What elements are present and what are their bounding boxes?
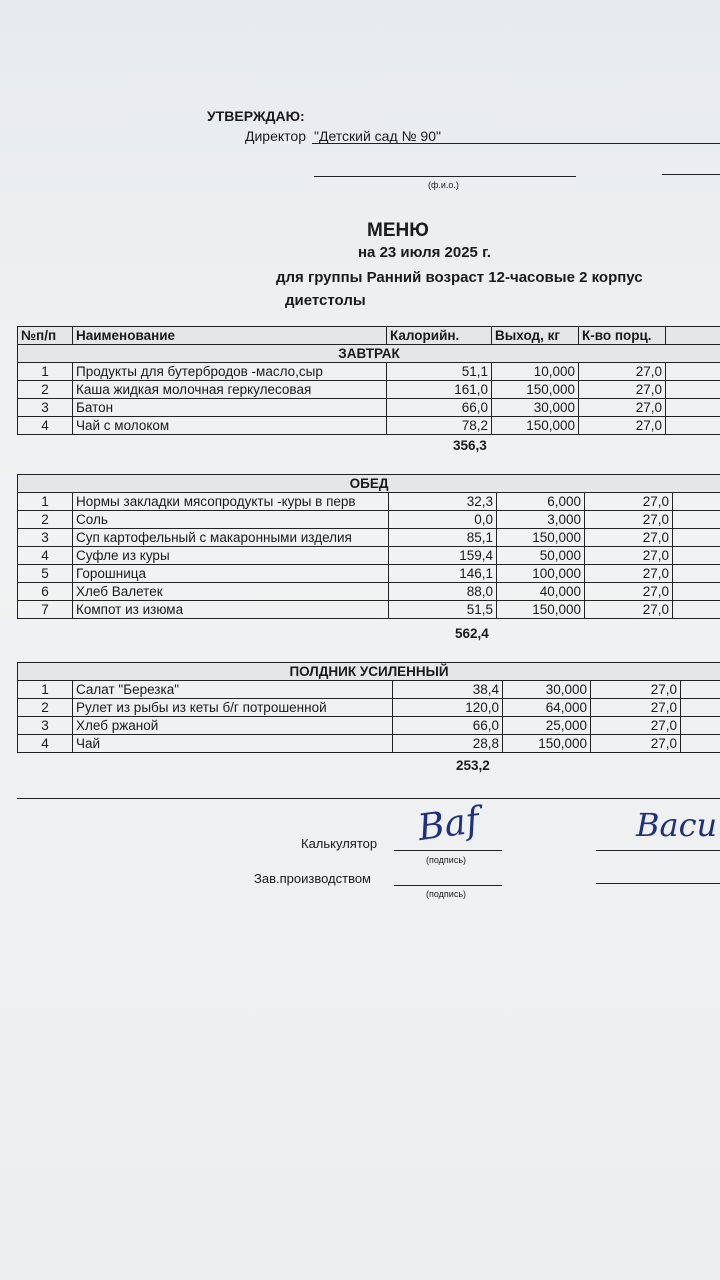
page-title: МЕНЮ <box>367 220 429 241</box>
calculator-sign-line <box>394 850 502 851</box>
col-header-kcal: Калорийн. <box>387 327 492 345</box>
col-header-qty: К-во порц. <box>579 327 666 345</box>
row-qty: 27,0 <box>591 699 681 717</box>
row-kcal: 85,1 <box>389 529 497 547</box>
row-name: Суфле из куры <box>73 547 389 565</box>
row-output: 30,000 <box>503 681 591 699</box>
row-output: 25,000 <box>503 717 591 735</box>
table-row <box>18 363 720 381</box>
table-row <box>18 565 720 583</box>
row-extra <box>681 735 720 753</box>
row-output: 30,000 <box>492 399 579 417</box>
row-qty: 27,0 <box>579 381 666 399</box>
menu-diet: диетстолы <box>285 292 366 309</box>
row-num: 2 <box>18 381 73 399</box>
row-num: 7 <box>18 601 73 619</box>
row-num: 4 <box>18 547 73 565</box>
production-name-line <box>596 883 720 884</box>
row-output: 10,000 <box>492 363 579 381</box>
row-qty: 27,0 <box>585 601 673 619</box>
col-header-output: Выход, кг <box>492 327 579 345</box>
row-name: Чай с молоком <box>73 417 387 435</box>
table-row <box>18 493 720 511</box>
table-row <box>18 399 720 417</box>
row-qty: 27,0 <box>591 735 681 753</box>
row-name: Хлеб ржаной <box>73 717 393 735</box>
row-extra <box>673 511 720 529</box>
calculator-name-line <box>596 850 720 851</box>
table-row <box>18 735 720 753</box>
row-num: 5 <box>18 565 73 583</box>
footer-divider <box>17 798 720 799</box>
row-output: 64,000 <box>503 699 591 717</box>
table-row <box>18 601 720 619</box>
row-kcal: 38,4 <box>393 681 503 699</box>
col-header-num: №п/п <box>18 327 73 345</box>
calculator-sign-caption: (подпись) <box>426 855 467 865</box>
row-output: 40,000 <box>497 583 585 601</box>
row-output: 150,000 <box>492 381 579 399</box>
table-row <box>18 583 720 601</box>
row-extra <box>666 399 720 417</box>
row-kcal: 146,1 <box>389 565 497 583</box>
row-qty: 27,0 <box>585 529 673 547</box>
row-extra <box>681 681 720 699</box>
row-qty: 27,0 <box>591 681 681 699</box>
row-kcal: 66,0 <box>387 399 492 417</box>
row-qty: 27,0 <box>591 717 681 735</box>
row-kcal: 66,0 <box>393 717 503 735</box>
director-line <box>312 143 720 144</box>
row-kcal: 28,8 <box>393 735 503 753</box>
row-name: Салат "Березка" <box>73 681 393 699</box>
row-num: 1 <box>18 493 73 511</box>
table-row <box>18 511 720 529</box>
row-num: 4 <box>18 735 73 753</box>
row-kcal: 0,0 <box>389 511 497 529</box>
row-extra <box>673 601 720 619</box>
row-extra <box>681 699 720 717</box>
row-output: 6,000 <box>497 493 585 511</box>
row-qty: 27,0 <box>585 583 673 601</box>
approve-heading: УТВЕРЖДАЮ: <box>207 108 305 124</box>
row-name: Рулет из рыбы из кеты б/г потрошенной <box>73 699 393 717</box>
row-qty: 27,0 <box>585 565 673 583</box>
row-kcal: 120,0 <box>393 699 503 717</box>
row-kcal: 88,0 <box>389 583 497 601</box>
row-output: 50,000 <box>497 547 585 565</box>
row-extra <box>666 417 720 435</box>
table-row <box>18 529 720 547</box>
section-title-lunch: ОБЕД <box>18 475 720 493</box>
row-output: 150,000 <box>503 735 591 753</box>
production-sign-line <box>394 885 502 886</box>
col-header-extra <box>666 327 720 345</box>
menu-date: на 23 июля 2025 г. <box>358 244 491 261</box>
lunch-total: 562,4 <box>455 626 489 641</box>
row-extra <box>666 381 720 399</box>
director-org: "Детский сад № 90" <box>314 128 441 144</box>
production-label: Зав.производством <box>254 871 371 886</box>
director-label: Директор <box>245 128 306 144</box>
row-output: 100,000 <box>497 565 585 583</box>
row-num: 3 <box>18 529 73 547</box>
fio-caption: (ф.и.о.) <box>428 180 459 190</box>
row-qty: 27,0 <box>585 493 673 511</box>
table-header-row <box>18 327 720 345</box>
row-extra <box>681 717 720 735</box>
row-num: 3 <box>18 399 73 417</box>
row-num: 3 <box>18 717 73 735</box>
table-row <box>18 681 720 699</box>
row-extra <box>673 529 720 547</box>
row-kcal: 78,2 <box>387 417 492 435</box>
menu-group: для группы Ранний возраст 12-часовые 2 корпус <box>276 269 643 286</box>
section-title-breakfast: ЗАВТРАК <box>18 345 720 363</box>
table-row <box>18 547 720 565</box>
row-output: 150,000 <box>497 601 585 619</box>
breakfast-table <box>17 326 720 435</box>
table-row <box>18 699 720 717</box>
row-extra <box>673 583 720 601</box>
row-kcal: 32,3 <box>389 493 497 511</box>
row-kcal: 159,4 <box>389 547 497 565</box>
row-qty: 27,0 <box>579 399 666 417</box>
row-num: 1 <box>18 363 73 381</box>
row-extra <box>673 493 720 511</box>
row-output: 3,000 <box>497 511 585 529</box>
row-num: 6 <box>18 583 73 601</box>
row-qty: 27,0 <box>579 363 666 381</box>
row-kcal: 51,5 <box>389 601 497 619</box>
table-row <box>18 381 720 399</box>
row-extra <box>673 565 720 583</box>
row-name: Чай <box>73 735 393 753</box>
table-row <box>18 717 720 735</box>
row-name: Хлеб Валетек <box>73 583 389 601</box>
row-name: Компот из изюма <box>73 601 389 619</box>
snack-total: 253,2 <box>456 758 490 773</box>
row-name: Нормы закладки мясопродукты -куры в перв <box>73 493 389 511</box>
row-name: Каша жидкая молочная геркулесовая <box>73 381 387 399</box>
breakfast-total: 356,3 <box>453 438 487 453</box>
row-output: 150,000 <box>492 417 579 435</box>
row-num: 2 <box>18 699 73 717</box>
table-row <box>18 417 720 435</box>
calculator-signature: Ваf <box>415 799 482 850</box>
production-sign-caption: (подпись) <box>426 889 467 899</box>
row-name: Продукты для бутербродов -масло,сыр <box>73 363 387 381</box>
row-output: 150,000 <box>497 529 585 547</box>
row-num: 4 <box>18 417 73 435</box>
calculator-name-signature: Васи <box>636 806 718 844</box>
row-qty: 27,0 <box>585 547 673 565</box>
section-title-snack: ПОЛДНИК УСИЛЕННЫЙ <box>18 663 720 681</box>
row-name: Батон <box>73 399 387 417</box>
row-kcal: 51,1 <box>387 363 492 381</box>
row-name: Соль <box>73 511 389 529</box>
col-header-name: Наименование <box>73 327 387 345</box>
calculator-label: Калькулятор <box>301 836 378 851</box>
row-qty: 27,0 <box>585 511 673 529</box>
row-name: Горошница <box>73 565 389 583</box>
row-name: Суп картофельный с макаронными изделия <box>73 529 389 547</box>
fio-line <box>314 176 576 177</box>
row-num: 1 <box>18 681 73 699</box>
row-kcal: 161,0 <box>387 381 492 399</box>
row-extra <box>666 363 720 381</box>
row-extra <box>673 547 720 565</box>
row-qty: 27,0 <box>579 417 666 435</box>
snack-table <box>17 662 720 753</box>
lunch-table <box>17 474 720 619</box>
sign-line <box>662 174 720 175</box>
row-num: 2 <box>18 511 73 529</box>
